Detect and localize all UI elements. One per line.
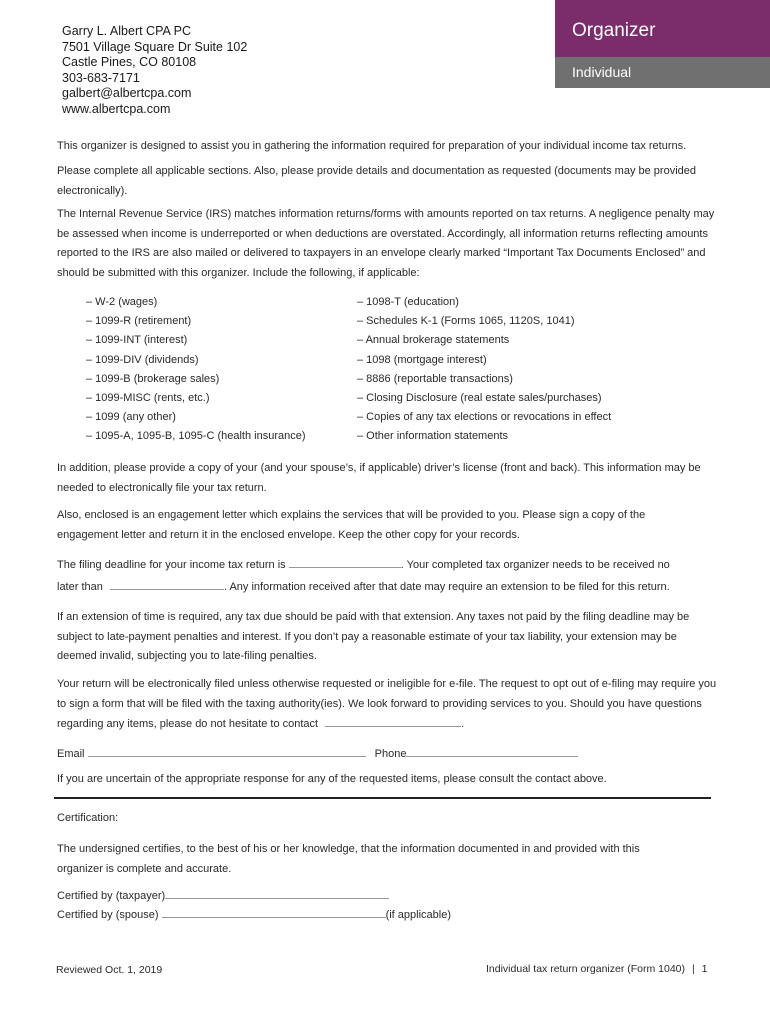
firm-website: www.albertcpa.com [62,101,171,116]
license-paragraph: In addition, please provide a copy of your (and your spouse’s, if applicable) driver’s license (front and back). This information may be needed to electronically file your tax return. [57,462,701,494]
list-item: – Other information statements [357,430,509,443]
extension-paragraph: If an extension of time is required, any tax due should be paid with that extension. Any taxes not paid by the filing deadline may be subject to late-payment penalties and interest. If you don’t pay a reasonable estimate of your tax liability, your extension may be deemed invalid, subjecting you to late-filing penalties. [57,611,690,662]
deadline-text-2: . Your completed tax organizer needs to be received no [400,559,670,571]
title-banner [555,0,770,88]
list-item: – 1099 (any other) [86,411,176,424]
if-applicable-note: (if applicable) [385,909,451,921]
receive-by-date-field[interactable] [110,577,224,590]
phone-field[interactable] [406,744,578,757]
list-item: – 1099-R (retirement) [86,315,192,328]
list-item: – Closing Disclosure (real estate sales/purchases) [357,392,602,405]
taxpayer-label: Certified by (taxpayer) [57,890,166,902]
complete-sections-paragraph: Please complete all applicable sections. Also, please provide details and documentation as requested (documents may be provided electronically). [57,165,696,197]
list-item: – Copies of any tax elections or revocations in effect [357,411,612,424]
intro-paragraph: This organizer is designed to assist you in gathering the information required for preparation of your individual income tax returns. [57,140,687,152]
reviewed-date: Reviewed Oct. 1, 2019 [56,964,163,976]
form-name: Individual tax return organizer (Form 1040) [486,963,686,975]
certification-heading: Certification: [57,812,119,824]
list-item: – 8886 (reportable transactions) [357,372,513,385]
list-item: – W-2 (wages) [86,296,158,308]
document-list-right [357,293,611,447]
spouse-signature-field[interactable] [162,905,386,918]
phone-label: Phone [374,748,407,760]
efile-period: . [461,718,465,730]
list-item: – 1099-MISC (rents, etc.) [86,392,210,405]
section-divider [54,797,711,799]
efile-text: Your return will be electronically filed unless otherwise requested or ineligible for e-file. The request to opt out of e-filing may require you to sign a form that will be filed with the taxing authority(ies). We look forward to providing services to you. Should you have questions regarding any items, please do not hesitate to contact [57,678,717,730]
deadline-text-4: . Any information received after that date may require an extension to be filed for this return. [223,581,670,593]
filing-deadline-field[interactable] [289,555,401,568]
banner-subtitle-block [555,57,770,88]
list-item: – 1099-INT (interest) [86,334,188,347]
banner-title-block [555,0,770,57]
contact-name-field[interactable] [325,714,461,727]
email-label: Email [57,748,85,760]
page-title: Organizer [572,20,656,41]
document-list-left [86,293,306,447]
irs-paragraph: The Internal Revenue Service (IRS) matches information returns/forms with amounts reported on tax returns. A negligence penalty may be assessed when income is underreported or when deductions are overstated. Accordingly, all information returns reflecting amounts reported to the IRS are also mailed or delivered to taxpayers in an envelope clearly marked “Important Tax Documents Enclosed” and should be submitted with this organizer. Include the following, if applicable: [57,208,715,279]
spouse-signature-row [57,905,717,926]
list-item: – 1098 (mortgage interest) [357,353,487,366]
deadline-text-3: later than [57,581,103,593]
list-item: – 1098-T (education) [357,296,459,308]
firm-email: galbert@albertcpa.com [62,86,192,101]
taxpayer-signature-row [57,886,717,907]
certification-text: The undersigned certifies, to the best of his or her knowledge, that the information documented in and provided with this organizer is complete and accurate. [57,843,640,875]
list-item: – 1099-DIV (dividends) [86,353,199,366]
list-item: – 1099-B (brokerage sales) [86,372,220,385]
spouse-label: Certified by (spouse) [57,909,159,921]
contact-fields-row [57,744,717,765]
list-item: – 1095-A, 1095-B, 1095-C (health insurance) [86,430,306,443]
firm-name: Garry L. Albert CPA PC [62,24,191,38]
page-subtitle: Individual [572,64,632,80]
list-item: – Schedules K-1 (Forms 1065, 1120S, 1041) [357,315,575,328]
page-footer [486,963,707,975]
footer-separator: | [691,963,695,975]
deadline-text-1: The filing deadline for your income tax return is [57,559,286,571]
taxpayer-signature-field[interactable] [165,886,389,899]
deadline-line-2 [57,577,717,598]
uncertain-paragraph: If you are uncertain of the appropriate response for any of the requested items, please consult the contact above. [57,773,607,785]
engagement-paragraph: Also, enclosed is an engagement letter which explains the services that will be provided to you. Please sign a copy of the engagement letter and return it in the enclosed envelope. Keep the other copy for your records. [57,509,646,541]
efile-paragraph [57,675,717,735]
firm-contact-block [62,24,247,118]
deadline-line-1 [57,555,717,576]
firm-address-line1: 7501 Village Square Dr Suite 102 [62,39,248,54]
email-field[interactable] [88,744,366,757]
list-item: – Annual brokerage statements [357,334,510,347]
firm-phone: 303-683-7171 [62,70,140,85]
firm-address-line2: Castle Pines, CO 80108 [62,55,197,70]
page-number: 1 [701,963,708,975]
